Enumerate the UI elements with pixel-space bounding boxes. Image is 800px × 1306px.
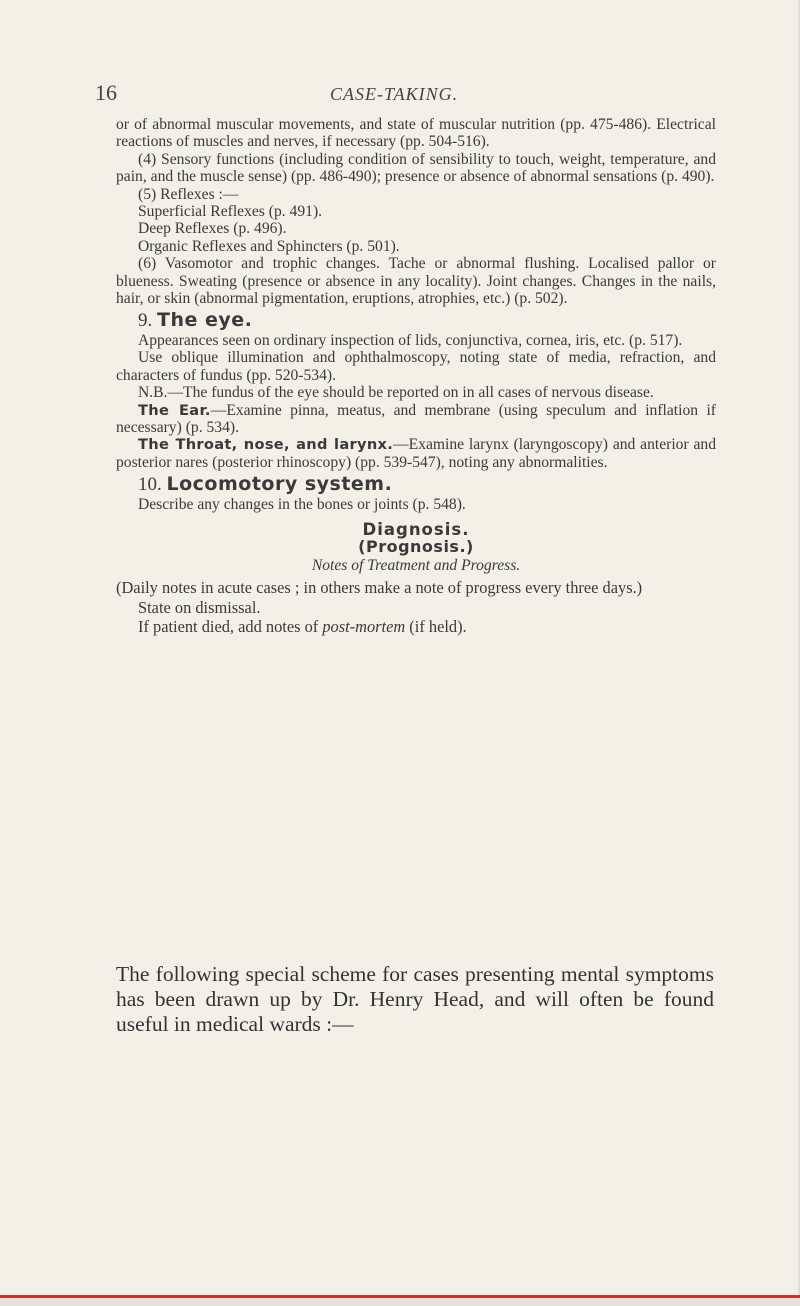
notes-post-mortem-post: (if held). <box>405 617 467 637</box>
throat-term: The Throat, nose, and larynx. <box>138 436 394 454</box>
organic-reflexes: Organic Reflexes and Sphincters (p. 501). <box>138 237 400 255</box>
diagnosis-heading: Diagnosis. <box>362 519 470 539</box>
page-number: 16 <box>95 80 117 105</box>
notes-dismissal: State on dismissal. <box>138 597 261 617</box>
eye-paragraph-2: Use oblique illumination and ophthalmoscopy, noting state of media, refraction, and characters of fundus (pp. 520-534). <box>116 349 716 384</box>
eye-heading-number: 9. <box>138 310 153 332</box>
sensory-paragraph: (4) Sensory functions (including condition of sensibility to touch, weight, temperature, and pain, and the muscle sense) (pp. 486-490); presence or absence of abnormal sensations (p. 490). <box>116 150 716 186</box>
locomotory-heading-number: 10. <box>138 474 162 496</box>
locomotory-paragraph: Describe any changes in the bones or joints (p. 548). <box>138 495 466 513</box>
prognosis-heading <box>116 538 716 556</box>
ear-term: The Ear. <box>138 401 211 419</box>
mental-symptoms-paragraph: The following special scheme for cases presenting mental symptoms has been drawn up by Dr. Henry Head, and will often be found useful in medical wards :— <box>116 961 714 1036</box>
prognosis-text: (Prognosis.) <box>358 537 474 557</box>
eye-heading <box>116 309 716 332</box>
eye-note: N.B.—The fundus of the eye should be reported on in all cases of nervous disease. <box>138 384 654 402</box>
body-text <box>116 116 716 637</box>
notes-post-mortem-italic: post-mortem <box>322 617 406 637</box>
bottom-shade <box>0 1298 800 1306</box>
eye-paragraph-1: Appearances seen on ordinary inspection of lids, conjunctiva, cornea, iris, etc. (p. 517). <box>138 331 683 349</box>
notes-of-treatment-heading: Notes of Treatment and Progress. <box>311 556 521 574</box>
ear-text: —Examine pinna, meatus, and membrane (using speculum and inflation if necessary) (p. 534). <box>116 401 716 436</box>
vasomotor-paragraph: (6) Vasomotor and trophic changes. Tache or abnormal flushing. Localised pallor or blueness. Sweating (presence or absence in any locality). Joint changes. Changes in the nails, hair, or skin (abnormal pigmentation, eruptions, atrophies, etc.) (p. 502). <box>116 255 716 308</box>
throat-text: —Examine larynx (laryngoscopy) and anterior and posterior nares (posterior rhinoscopy) (pp. 539-547), noting any abnormalities. <box>116 436 717 471</box>
running-head: CASE-TAKING. <box>330 84 459 104</box>
notes-daily: (Daily notes in acute cases ; in others make a note of progress every three days.) <box>116 578 643 598</box>
superficial-reflexes: Superficial Reflexes (p. 491). <box>138 203 323 221</box>
eye-heading-title: The eye. <box>157 309 253 332</box>
throat-paragraph <box>116 436 716 471</box>
muscular-paragraph: or of abnormal muscular movements, and state of muscular nutrition (pp. 475-486). Electrical reactions of muscles and nerves, if necessary (pp. 504-516). <box>116 116 716 151</box>
notes-post-mortem <box>116 617 716 637</box>
locomotory-heading-title: Locomotory system. <box>166 473 393 496</box>
notes-block <box>116 578 716 637</box>
locomotory-heading <box>116 473 716 496</box>
ear-paragraph <box>116 402 716 437</box>
deep-reflexes: Deep Reflexes (p. 496). <box>138 220 287 238</box>
page-header <box>95 80 735 114</box>
notes-post-mortem-pre: If patient died, add notes of <box>138 617 323 637</box>
reflexes-line: (5) Reflexes :— <box>138 185 239 203</box>
page-edge <box>794 0 800 1306</box>
